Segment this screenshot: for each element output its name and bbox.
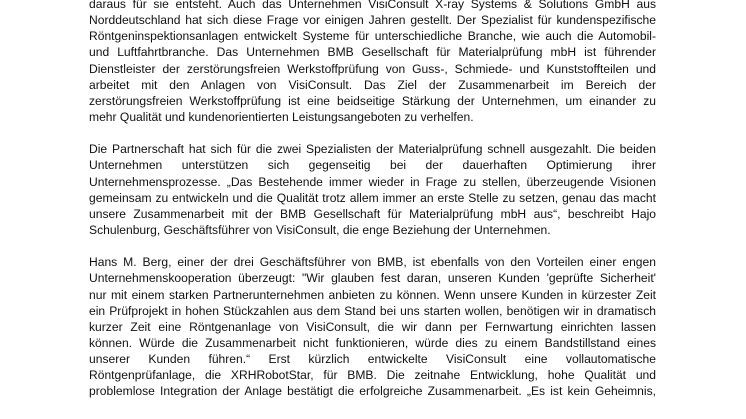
text-line: Röntgeninspektionsanlagen entwickelt Systeme für unterschiedliche Branche, wie auch die Automobil- [89, 29, 656, 44]
text-line: Hans M. Berg, einer der drei Geschäftsführer von BMB, ist ebenfalls von den Vorteilen einer engen [89, 255, 656, 270]
text-line: Unternehmen unterstützen sich gegenseitig bei der dauerhaften Optimierung ihrer [89, 158, 656, 173]
text-line: können. Würde die Zusammenarbeit nicht funktionieren, würde dies zu einem Bandstillstand eines [89, 335, 656, 350]
text-line: Schulenburg, Geschäftsführer von VisiConsult, die enge Beziehung der Unternehmen. [89, 223, 551, 238]
text-line: Dienstleister der zerstörungsfreien Werkstoffprüfung von Guss-, Schmiede- und Kunststoffteilen und [89, 61, 656, 76]
text-line: Norddeutschland hat sich diese Frage vor einigen Jahren gestellt. Der Spezialist für kundenspezifische [89, 13, 656, 28]
text-line: mehr Qualität und kundenorientierten Leistungsangeboten zu verhelfen. [89, 110, 474, 125]
text-line: unserer Kunden führen.“ Erst kürzlich entwickelte VisiConsult eine vollautomatische [89, 352, 656, 367]
text-line: daraus für sie entsteht. Auch das Unternehmen VisiConsult X-ray Systems & Solutions GmbH aus [89, 0, 656, 11]
text-line: kurzer Zeit eine Röntgenanlage von VisiConsult, die wir dann per Fernwartung einrichten lassen [89, 319, 656, 334]
text-line: zerstörungsfreien Werkstoffprüfung ist eine beidseitige Stärkung der Unternehmen, um einander zu [89, 93, 656, 108]
text-line: nur mit einem starken Partnerunternehmen anbieten zu können. Wenn unsere Kunden in kürzester Zeit [89, 287, 656, 302]
text-line: Die Partnerschaft hat sich für die zwei Spezialisten der Materialprüfung schnell ausgezahlt. Die beiden [89, 142, 656, 157]
paragraph-2 [89, 141, 656, 238]
text-line: Unternehmenskooperation überzeugt: "Wir glauben fest daran, unseren Kunden 'geprüfte Sicherheit' [89, 271, 656, 286]
body-text [89, 0, 656, 416]
paragraph-1 [89, 0, 656, 125]
text-line: Unternehmensprozesse. „Das Bestehende immer wieder in Frage zu stellen, überzeugende Visionen [89, 174, 656, 189]
text-line: problemlose Integration der Anlage bestätigt die erfolgreiche Zusammenarbeit. „Es ist kein Geheimnis, [89, 384, 656, 399]
text-line: Röntgenprüfanlage, die XRHRobotStar, für BMB. Die zeitnahe Entwicklung, hohe Qualität und [89, 368, 656, 383]
text-line: und Luftfahrtbranche. Das Unternehmen BMB Gesellschaft für Materialprüfung mbH ist führender [89, 45, 656, 60]
text-line: unsere Zusammenarbeit mit der BMB Gesellschaft für Materialprüfung mbH aus“, beschreibt Hajo [89, 206, 656, 221]
text-line: gemeinsam zu entwickeln und die Qualität trotz allem immer an erste Stelle zu setzen, genau das macht [89, 190, 656, 205]
text-line: ein Prüfprojekt in hohen Stückzahlen aus dem Stand bei uns starten wollen, benötigen wir in dramatisch [89, 303, 656, 318]
text-line: arbeitet mit den Anlagen von VisiConsult. Das Ziel der Zusammenarbeit im Bereich der [89, 77, 656, 92]
paragraph-3 [89, 254, 656, 399]
